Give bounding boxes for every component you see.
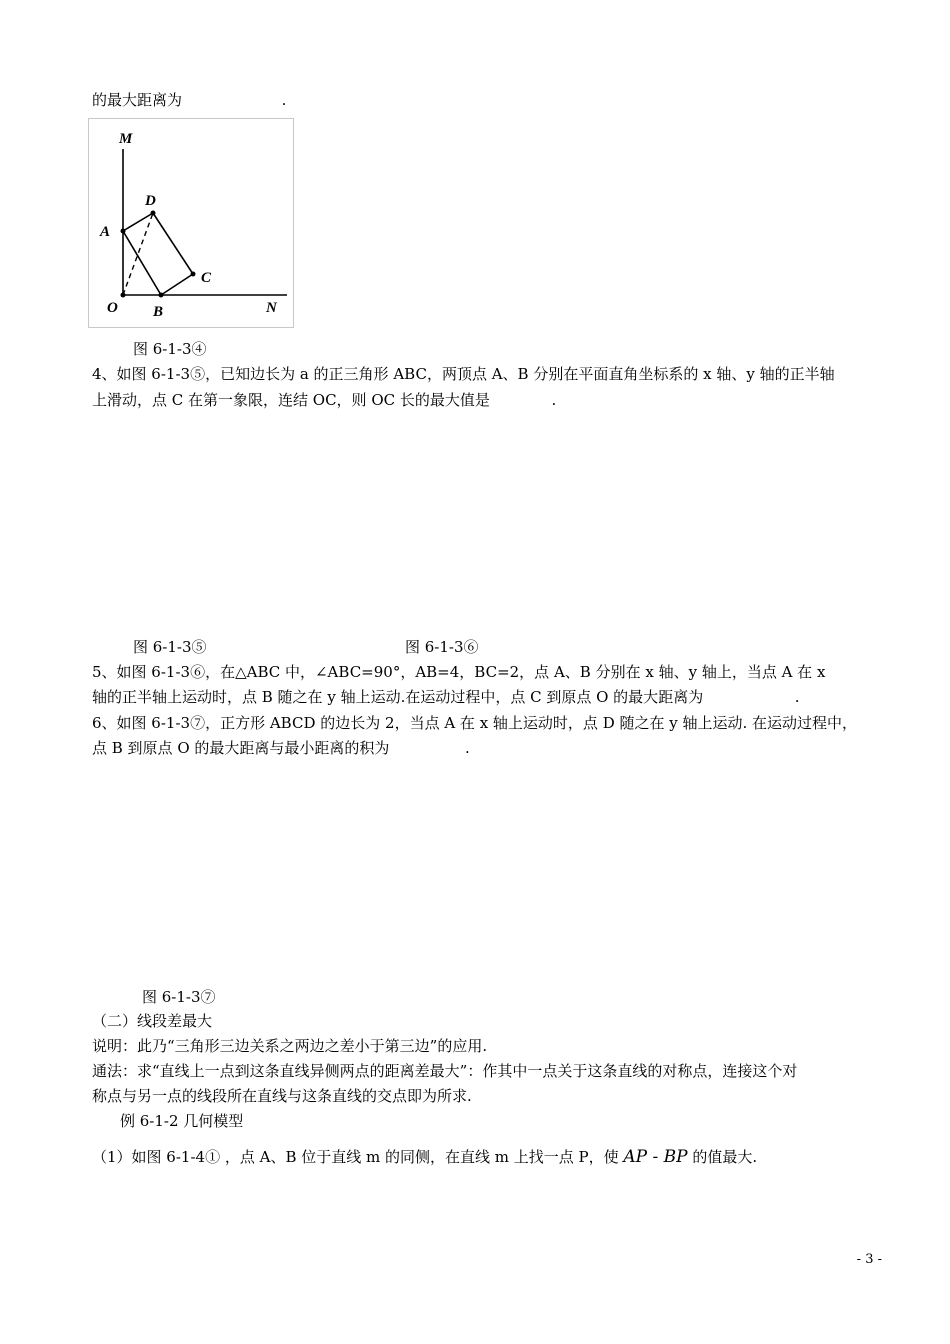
point-o <box>121 293 126 298</box>
section-note: 说明：此乃“三角形三边关系之两边之差小于第三边”的应用. <box>92 1037 488 1055</box>
point-b <box>159 293 164 298</box>
method-line1: 通法：求“直线上一点到这条直线异侧两点的距离差最大”：作其中一点关于这条直线的对称点，连接这个对 <box>92 1062 798 1080</box>
part1-math: AP - BP <box>623 1147 688 1167</box>
part1-prefix: （1）如图 6-1-4① ，点 A、B 位于直线 m 的同侧，在直线 m 上找一点 P，使 <box>92 1148 619 1166</box>
label-b: B <box>153 304 164 320</box>
top-line-period: . <box>281 91 287 109</box>
figure-6-1-3-4 <box>88 118 294 328</box>
point-c <box>191 272 196 277</box>
point-d <box>151 211 156 216</box>
segment-ad <box>123 213 153 231</box>
figure4-caption: 图 6-1-3④ <box>133 340 207 358</box>
page-number: - 3 - <box>856 1252 882 1267</box>
section-heading: （二）线段差最大 <box>92 1012 213 1030</box>
q6-line2-text: 点 B 到原点 O 的最大距离与最小距离的积为 <box>92 739 390 757</box>
segment-dc <box>153 213 193 274</box>
q5-line1: 5、如图 6-1-3⑥，在△ABC 中，∠ABC=90°，AB=4，BC=2，点 A、B 分别在 x 轴、y 轴上，当点 A 在 x <box>92 663 826 681</box>
example-part1 <box>92 1145 757 1169</box>
part1-suffix: 的值最大. <box>692 1148 758 1166</box>
example-title: 例 6-1-2 几何模型 <box>120 1112 244 1130</box>
label-a: A <box>100 224 111 240</box>
label-n: N <box>266 300 277 316</box>
figure-diagram <box>89 119 293 327</box>
q4-line2 <box>92 390 556 410</box>
q5-line2 <box>92 687 800 707</box>
figure7-caption: 图 6-1-3⑦ <box>142 988 216 1006</box>
figure6-caption: 图 6-1-3⑥ <box>405 638 479 656</box>
label-d: D <box>145 193 156 209</box>
q6-period: . <box>464 739 470 757</box>
label-c: C <box>201 270 212 286</box>
q4-line2-text: 上滑动，点 C 在第一象限，连结 OC，则 OC 长的最大值是 <box>92 391 490 409</box>
segment-ab <box>123 231 161 295</box>
top-line <box>92 90 286 110</box>
figure5-caption: 图 6-1-3⑤ <box>133 638 207 656</box>
q5-line2-text: 轴的正半轴上运动时，点 B 随之在 y 轴上运动.在运动过程中，点 C 到原点 O 的最大距离为 <box>92 688 704 706</box>
method-line2: 称点与另一点的线段所在直线与这条直线的交点即为所求. <box>92 1087 472 1105</box>
top-line-text: 的最大距离为 <box>92 91 183 109</box>
q6-line2 <box>92 738 470 758</box>
q6-line1: 6、如图 6-1-3⑦，正方形 ABCD 的边长为 2，当点 A 在 x 轴上运动时，点 D 随之在 y 轴上运动. 在运动过程中， <box>92 714 858 732</box>
label-o: O <box>107 300 118 316</box>
segment-bc <box>161 274 193 295</box>
q4-line1: 4、如图 6-1-3⑤，已知边长为 a 的正三角形 ABC，两顶点 A、B 分别在平面直角坐标系的 x 轴、y 轴的正半轴 <box>92 365 835 383</box>
point-a <box>121 229 126 234</box>
q4-period: . <box>551 391 557 409</box>
label-m: M <box>119 131 133 147</box>
q5-period: . <box>794 688 800 706</box>
segment-od-dashed <box>123 213 153 295</box>
